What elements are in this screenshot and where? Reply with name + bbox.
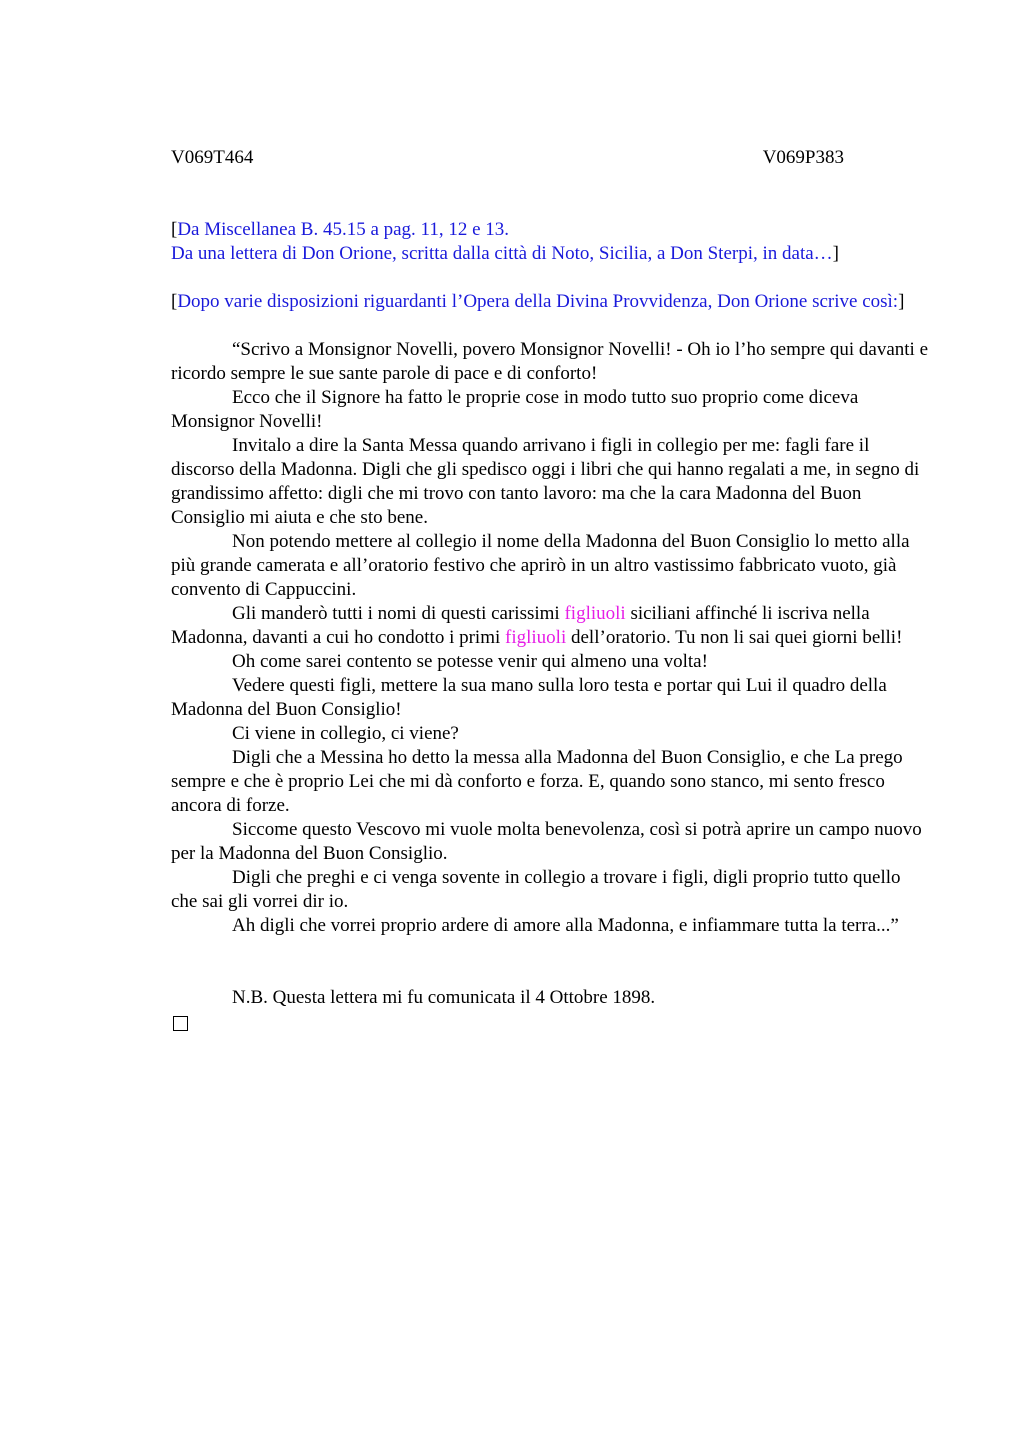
source-note: [171, 218, 931, 266]
letter-paragraph: Vedere questi figli, mettere la sua mano sulla loro testa e portar qui Lui il quadro della Madonna del Buon Consiglio!: [171, 675, 887, 720]
code-left: V069T464: [171, 147, 254, 168]
footnote: N.B. Questa lettera mi fu comunicata il 4 Ottobre 1898.: [232, 987, 656, 1008]
letter-paragraph: Invitalo a dire la Santa Messa quando arrivano i figli in collegio per me: fagli fare il discorso della Madonna. Digli che gli spedisco oggi i libri che qui hanno regalati a me, in segno di grandissimo affetto: digli che mi trovo con tanto lavoro: ma che la cara Madonna del Buon Consiglio mi aiuta e che sto bene.: [171, 435, 920, 528]
letter-paragraph: Digli che a Messina ho detto la messa alla Madonna del Buon Consiglio, e che La prego sempre e che è proprio Lei che mi dà conforto e forza. E, quando sono stanco, mi sento fresco ancora di forze.: [171, 747, 903, 816]
letter-paragraph: Oh come sarei contento se potesse venir qui almeno una volta!: [232, 651, 708, 672]
letter-body: [171, 338, 931, 938]
letter-paragraph: “Scrivo a Monsignor Novelli, povero Monsignor Novelli! - Oh io l’ho sempre qui davanti e ricordo sempre le sue sante parole di pace e di conforto!: [171, 339, 929, 384]
letter-paragraph: Digli che preghi e ci venga sovente in collegio a trovare i figli, digli proprio tutto quello che sai gli vorrei dir io.: [171, 867, 901, 912]
letter-paragraph: Non potendo mettere al collegio il nome della Madonna del Buon Consiglio lo metto alla più grande camerata e all’oratorio festivo che aprirò in un altro vastissimo fabbricato vuoto, già convento di Cappuccini.: [171, 531, 910, 600]
letter-paragraph: Siccome questo Vescovo mi vuole molta benevolenza, così si potrà aprire un campo nuovo per la Madonna del Buon Consiglio.: [171, 819, 922, 864]
letter-paragraph: Ci viene in collegio, ci viene?: [232, 723, 459, 744]
source-note-line2: Da una lettera di Don Orione, scritta dalla città di Noto, Sicilia, a Don Sterpi, in data…]: [171, 243, 839, 264]
letter-paragraph: Gli manderò tutti i nomi di questi carissimi figliuoli siciliani affinché li iscriva nella Madonna, davanti a cui ho condotto i primi figliuoli dell’oratorio. Tu non li sai quei giorni belli!: [171, 603, 903, 648]
letter-paragraph: Ecco che il Signore ha fatto le proprie cose in modo tutto suo proprio come diceva Monsignor Novelli!: [171, 387, 859, 432]
highlighted-word: figliuoli: [564, 603, 626, 624]
code-right: V069P383: [762, 147, 844, 168]
context-note: [Dopo varie disposizioni riguardanti l’Opera della Divina Provvidenza, Don Orione scrive così:]: [171, 291, 905, 312]
document-page: [171, 146, 931, 1038]
highlighted-word: figliuoli: [505, 627, 567, 648]
checkbox-icon: [173, 1016, 188, 1031]
source-note-line1: [Da Miscellanea B. 45.15 a pag. 11, 12 e 13.: [171, 219, 510, 240]
letter-paragraph: Ah digli che vorrei proprio ardere di amore alla Madonna, e infiammare tutta la terra...”: [232, 915, 899, 936]
header-codes: [171, 146, 931, 170]
